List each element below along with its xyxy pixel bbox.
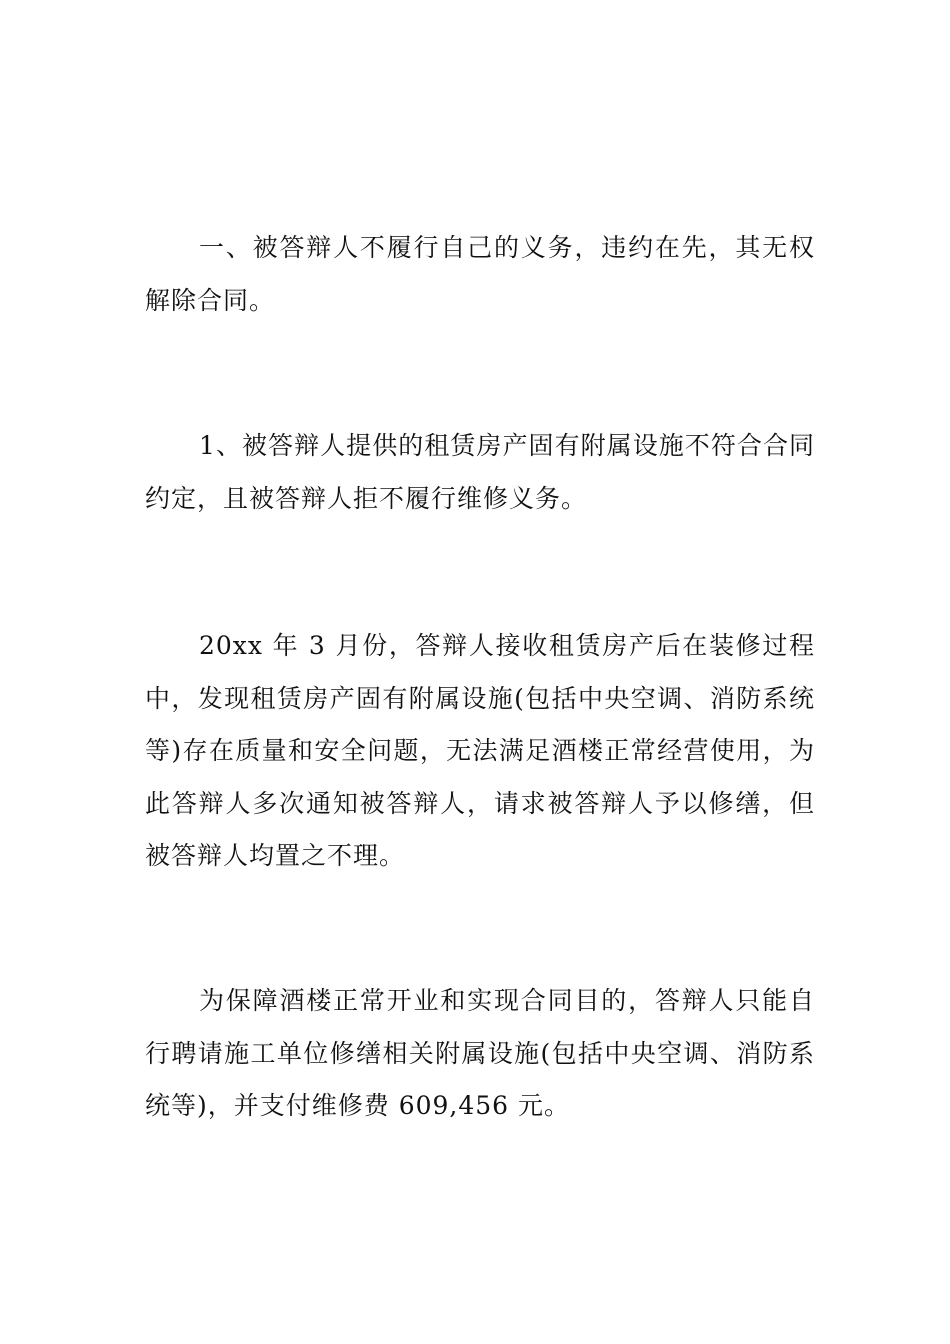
- body-paragraph: 为保障酒楼正常开业和实现合同目的，答辩人只能自行聘请施工单位修缮相关附属设施(包括中央空调、消防系统等)，并支付维修费 609,456 元。: [145, 986, 815, 1120]
- body-paragraph: 20xx 年 3 月份，答辩人接收租赁房产后在装修过程中，发现租赁房产固有附属设施(包括中央空调、消防系统等)存在质量和安全问题，无法满足酒楼正常经营使用，为此答辩人多次通知被答辩人，请求被答辩人予以修缮，但被答辩人均置之不理。: [145, 631, 815, 870]
- section-heading-paragraph: 一、被答辩人不履行自己的义务，违约在先，其无权解除合同。: [145, 233, 815, 315]
- subsection-paragraph: 1、被答辩人提供的租赁房产固有附属设施不符合合同约定，且被答辩人拒不履行维修义务。: [145, 431, 815, 513]
